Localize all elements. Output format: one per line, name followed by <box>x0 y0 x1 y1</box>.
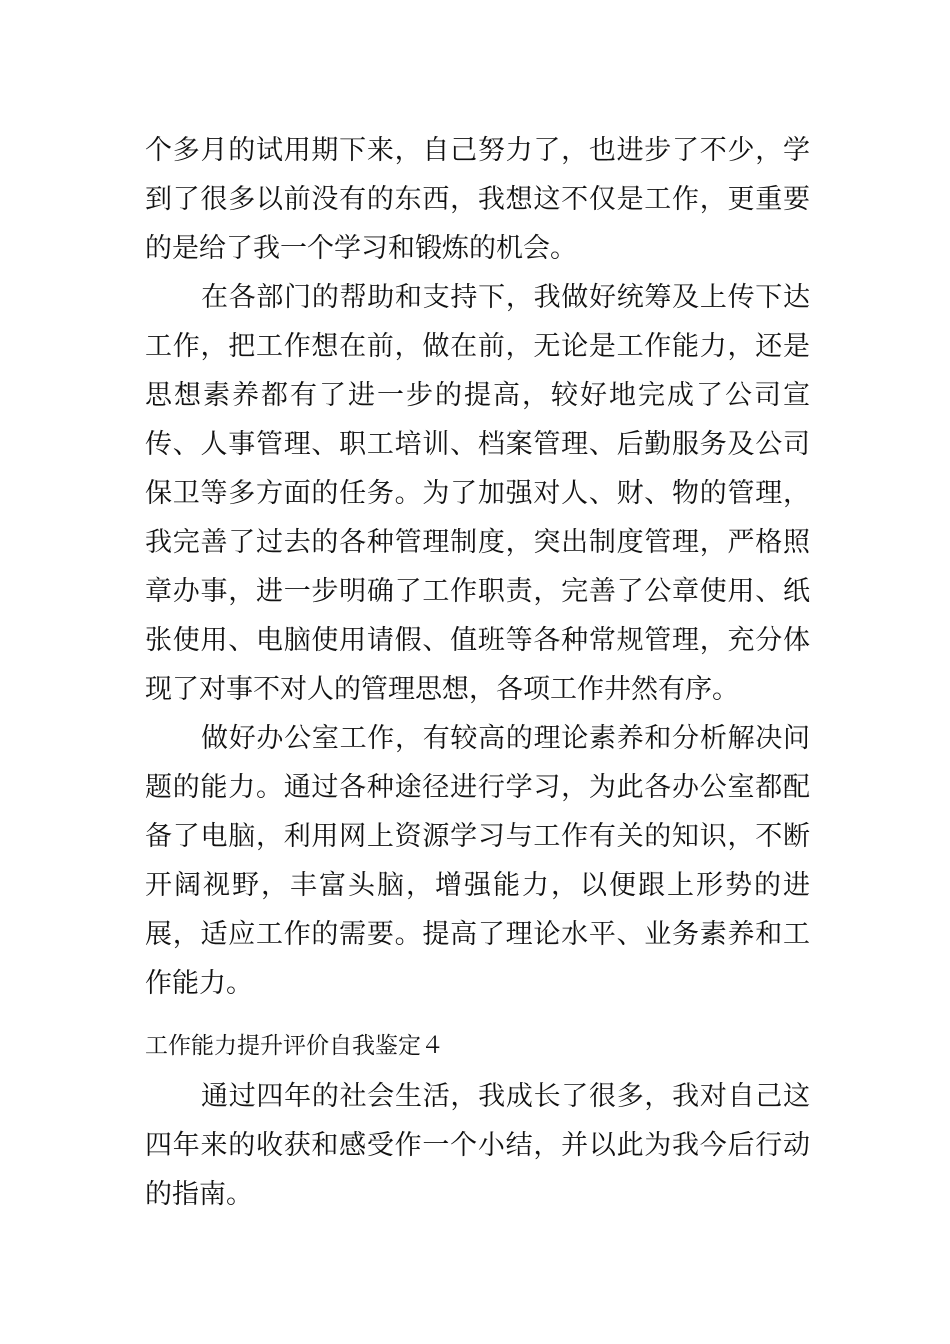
paragraph-continuation: 个多月的试用期下来，自己努力了，也进步了不少，学到了很多以前没有的东西，我想这不仅是工作，更重要的是给了我一个学习和锻炼的机会。 <box>145 135 810 264</box>
paragraph-department-work: 在各部门的帮助和支持下，我做好统筹及上传下达工作，把工作想在前，做在前，无论是工作能力，还是思想素养都有了进一步的提高，较好地完成了公司宣传、人事管理、职工培训、档案管理、后勤服务及公司保卫等多方面的任务。为了加强对人、财、物的管理，我完善了过去的各种管理制度，突出制度管理，严格照章办事，进一步明确了工作职责，完善了公章使用、纸张使用、电脑使用请假、值班等各种常规管理，充分体现了对事不对人的管理思想，各项工作井然有序。 <box>145 282 810 705</box>
paragraph-office-study: 做好办公室工作，有较高的理论素养和分析解决问题的能力。通过各种途径进行学习，为此各办公室都配备了电脑，利用网上资源学习与工作有关的知识，不断开阔视野，丰富头脑，增强能力，以便跟上形势的进展，适应工作的需要。提高了理论水平、业务素养和工作能力。 <box>145 723 810 999</box>
paragraph-four-years: 通过四年的社会生活，我成长了很多，我对自己这四年来的收获和感受作一个小结，并以此为我今后行动的指南。 <box>145 1081 810 1210</box>
section-heading: 工作能力提升评价自我鉴定４ <box>145 1033 444 1059</box>
